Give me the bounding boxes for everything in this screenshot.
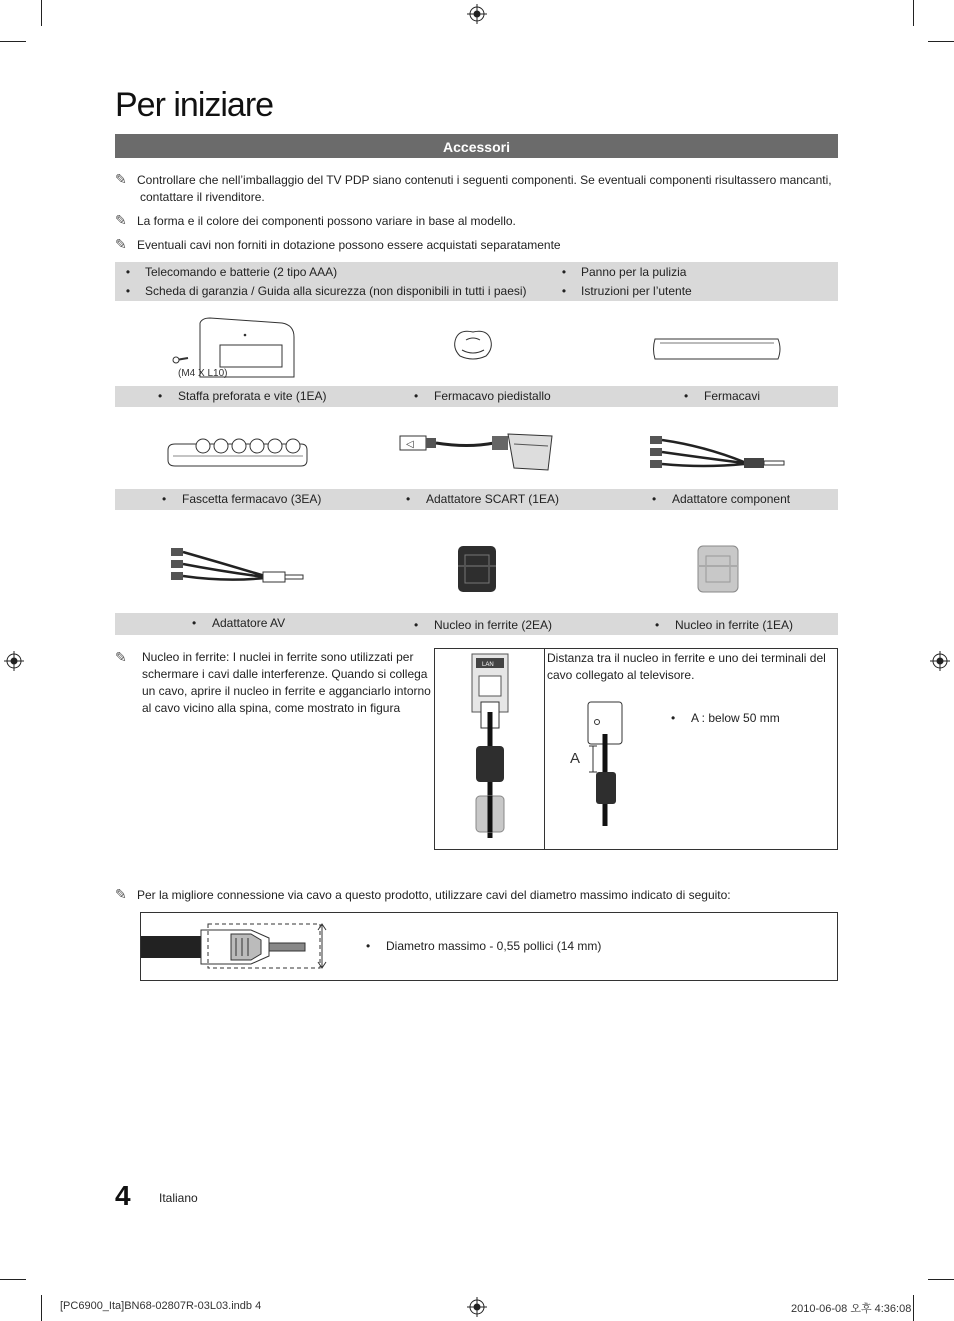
cable-clamp-image — [163, 432, 311, 470]
note-pencil-icon: ✎ — [115, 212, 127, 228]
crop-mark — [913, 0, 914, 26]
crop-mark — [0, 41, 26, 42]
note-variation: ✎ La forma e il colore dei componenti possono variare in base al modello. — [115, 212, 516, 228]
included-item: • Panno per la pulizia — [581, 265, 686, 279]
stand-cable-holder-image — [450, 326, 496, 364]
note-pencil-icon: ✎ — [115, 171, 127, 187]
registration-mark-icon — [467, 4, 487, 24]
cable-note: ✎ Per la migliore connessione via cavo a questo prodotto, utilizzare cavi del diametro massimo indicato di seguito: — [115, 886, 731, 902]
included-item: • Istruzioni per l’utente — [581, 284, 692, 298]
included-item: • Telecomando e batterie (2 tipo AAA) — [145, 265, 337, 279]
language-label: Italiano — [159, 1191, 198, 1205]
registration-mark-icon — [930, 651, 950, 671]
cable-diameter-diagram — [141, 920, 331, 972]
item-label: • Fascetta fermacavo (3EA) — [182, 492, 321, 506]
crop-mark — [928, 1279, 954, 1280]
cable-ties-image — [650, 335, 785, 363]
crop-mark — [913, 1295, 914, 1321]
lan-label: LAN — [482, 662, 494, 668]
ferrite-core-light-image — [695, 543, 741, 595]
page-number: 4 — [115, 1180, 131, 1211]
section-title: Accessori — [115, 134, 838, 158]
item-label: • Adattatore component — [672, 492, 790, 506]
distance-value: • A : below 50 mm — [691, 711, 780, 725]
footer-timestamp: 2010-06-08 오후 4:36:08 — [791, 1303, 912, 1315]
screw-size-label: (M4 X L10) — [178, 368, 228, 379]
component-adapter-image — [644, 432, 792, 476]
included-item: • Scheda di garanzia / Guida alla sicurezza (non disponibili in tutti i paesi) — [145, 284, 527, 298]
item-label: • Nucleo in ferrite (2EA) — [434, 618, 552, 632]
distance-diagram — [585, 700, 630, 830]
ferrite-core-dark-image — [455, 543, 499, 595]
ferrite-note: Nucleo in ferrite: I nuclei in ferrite sono utilizzati per schermare i cavi dalle interferenze. Quando si collega un cavo, aprire il nucleo in ferrite e agganciarlo intorno al cavo vicino alla spina, come mostrato in figura — [142, 650, 431, 715]
crop-mark — [0, 1279, 26, 1280]
item-label: • Adattatore AV — [212, 616, 285, 630]
note-pencil-icon: ✎ — [115, 649, 127, 665]
item-label: • Adattatore SCART (1EA) — [426, 492, 559, 506]
page-title: Per iniziare — [115, 86, 274, 124]
note-contents: ✎ Controllare che nell’imballaggio del TV PDP siano contenuti i seguenti componenti. Se eventuali componenti risultassero mancanti, contattare il rivenditore. — [115, 171, 832, 204]
cable-diameter-value: • Diametro massimo - 0,55 pollici (14 mm) — [386, 939, 601, 953]
note-pencil-icon: ✎ — [115, 236, 127, 252]
crop-mark — [928, 41, 954, 42]
crop-mark — [41, 1295, 42, 1321]
note-cables: ✎ Eventuali cavi non forniti in dotazione possono essere acquistati separatamente — [115, 236, 561, 252]
distance-a-label: A — [570, 750, 581, 767]
lan-ferrite-diagram — [470, 652, 510, 842]
table-divider — [544, 648, 545, 850]
registration-mark-icon — [467, 1297, 487, 1317]
footer-file-info: [PC6900_Ita]BN68-02807R-03L03.indb 4 — [60, 1300, 262, 1312]
item-label: • Nucleo in ferrite (1EA) — [675, 618, 793, 632]
crop-mark — [41, 0, 42, 26]
note-pencil-icon: ✎ — [115, 886, 127, 902]
av-adapter-image — [165, 544, 310, 588]
distance-note: Distanza tra il nucleo in ferrite e uno dei terminali del cavo collegato al televisore. — [547, 651, 826, 682]
item-label: • Fermacavo piedistallo — [434, 389, 551, 403]
item-label: • Staffa preforata e vite (1EA) — [178, 389, 327, 403]
svg-text:◁: ◁ — [406, 439, 414, 450]
registration-mark-icon — [4, 651, 24, 671]
scart-adapter-image — [398, 430, 556, 476]
item-label: • Fermacavi — [704, 389, 760, 403]
